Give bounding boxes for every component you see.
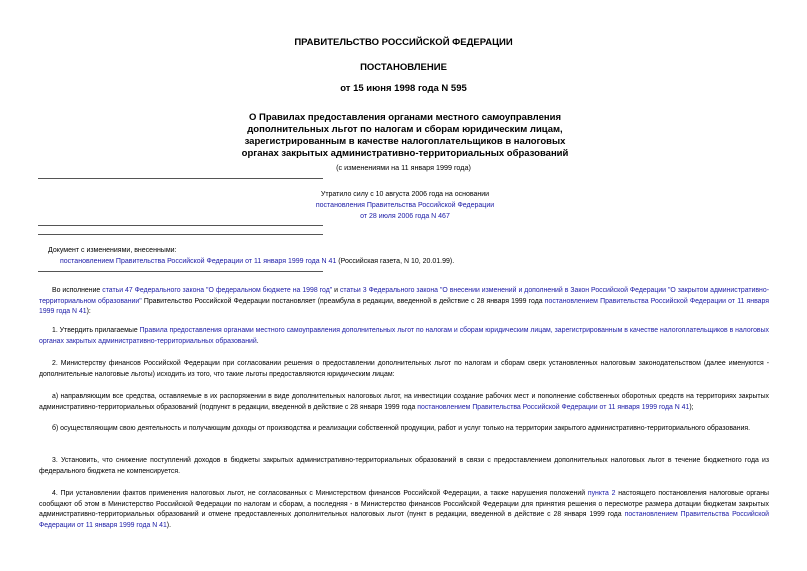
text: Во исполнение bbox=[52, 287, 101, 294]
text: б) осуществляющим свою деятельность и получающим доходы от производства и реализации собственной продукции, работ и услуг только на территории закрытого административно-территориального образования. bbox=[52, 425, 751, 432]
paragraph-2a bbox=[39, 392, 769, 413]
divider bbox=[38, 225, 323, 226]
rules-link[interactable]: Правила предоставления органами местного самоуправления дополнительных льгот по налогам и сборам юридическим лицам, зарегистрированным в качестве налогоплательщиков в налоговых органах закрытых административно-территориальных образований bbox=[39, 327, 769, 345]
resolution-41-link[interactable]: постановлением Правительства Российской Федерации от 11 января 1999 года N 41 bbox=[39, 511, 769, 529]
preamble-paragraph bbox=[39, 286, 769, 318]
doc-title-line: зарегистрированным в качестве налогоплательщиков в налоговых bbox=[244, 136, 566, 147]
doc-type-heading: ПОСТАНОВЛЕНИЕ bbox=[360, 62, 447, 73]
expiry-link[interactable]: постановления Правительства Российской Федерации bbox=[315, 202, 495, 209]
amendments-block bbox=[48, 245, 608, 267]
amendment-link[interactable]: постановлением Правительства Российской Федерации от 11 января 1999 года N 41 bbox=[60, 258, 337, 265]
text: а) направляющим все средства, оставляемые в их распоряжении в виде дополнительных налоговых льгот, на инвестиции создание рабочих мест и пополнение собственных оборотных средств на территориях закрытых административно-территориальных образований (подпункт в редакции, введенной в действие с 28 января 1999 года bbox=[39, 393, 769, 411]
changes-note: (с изменениями на 11 января 1999 года) bbox=[336, 163, 471, 172]
doc-title-line: дополнительных льгот по налогам и сборам юридическим лицам, bbox=[247, 124, 563, 135]
text: настоящего постановления налоговые органы сообщают об этом в Министерство Российской Федерации по налогам и сборам, а последняя - в Министерство финансов Российской Федерации для принятия решения о пересмотре размера дотации бюджетам закрытых административно-территориальных образований и отмене предоставленных дополнительных налоговых льгот (пункт в редакции, введенной в действие с 28 января 1999 года bbox=[39, 490, 770, 518]
expiry-link-date[interactable]: от 28 июля 2006 года N 467 bbox=[360, 213, 450, 220]
law-article-3-link[interactable]: статьи 3 Федерального закона "О внесении изменений и дополнений в Закон Российской Федерации "О закрытом административно-территориальном образовании" bbox=[39, 287, 769, 305]
amendments-line bbox=[48, 256, 608, 267]
paragraph-2b bbox=[39, 424, 769, 435]
resolution-41-link[interactable]: постановлением Правительства Российской Федерации от 11 января 1999 года N 41 bbox=[417, 403, 690, 411]
doc-title-line: О Правилах предоставления органами местного самоуправления bbox=[249, 112, 561, 123]
text: ); bbox=[689, 403, 694, 411]
text: ). bbox=[166, 521, 171, 529]
government-heading: ПРАВИТЕЛЬСТВО РОССИЙСКОЙ ФЕДЕРАЦИИ bbox=[294, 37, 513, 48]
text: ): bbox=[86, 308, 91, 315]
expiry-note bbox=[300, 189, 510, 222]
paragraph-4 bbox=[39, 489, 769, 531]
text: 1. Утвердить прилагаемые bbox=[52, 327, 138, 334]
doc-title bbox=[200, 112, 610, 160]
text: Правительство Российской Федерации постановляет (преамбула в редакции, введенной в действие с 28 января 1999 года bbox=[143, 297, 543, 305]
paragraph-3 bbox=[39, 456, 769, 477]
doc-date-number: от 15 июня 1998 года N 595 bbox=[340, 83, 467, 94]
divider bbox=[38, 271, 323, 272]
text: 3. Установить, что снижение поступлений доходов в бюджеты закрытых административно-территориальных образований в связи с предоставлением дополнительных налоговых льгот в течение бюджетного года из федерального бюджета не компенсируется. bbox=[39, 457, 769, 475]
text: 4. При установлении фактов применения налоговых льгот, не согласованных с Министерством финансов Российской Федерации, а также нарушения положений bbox=[52, 490, 586, 497]
divider bbox=[38, 234, 323, 235]
amendments-label: Документ с изменениями, внесенными: bbox=[48, 247, 177, 254]
doc-title-line: органах закрытых административно-территориальных образований bbox=[241, 148, 569, 159]
resolution-41-link[interactable]: постановлением Правительства Российской Федерации от 11 января 1999 года N 41 bbox=[39, 297, 769, 315]
text: 2. Министерству финансов Российской Федерации при согласовании решения о предоставлении дополнительных льгот по налогам и сборам сверх установленных налоговым законодательством (далее именуются - дополнительные налоговые льготы) исходить из того, что такие льготы предоставляются юридическим лицам: bbox=[39, 360, 769, 378]
amendment-source: (Российская газета, N 10, 20.01.99). bbox=[338, 258, 455, 265]
divider bbox=[38, 178, 323, 179]
paragraph-1 bbox=[39, 326, 769, 347]
expiry-text: Утратило силу с 10 августа 2006 года на основании bbox=[320, 191, 490, 198]
law-article-47-link[interactable]: статьи 47 Федерального закона "О федеральном бюджете на 1998 год" bbox=[102, 287, 333, 294]
point-2-link[interactable]: пункта 2 bbox=[587, 490, 616, 497]
text: . bbox=[256, 337, 259, 345]
text: и bbox=[334, 287, 338, 294]
paragraph-2 bbox=[39, 359, 769, 380]
